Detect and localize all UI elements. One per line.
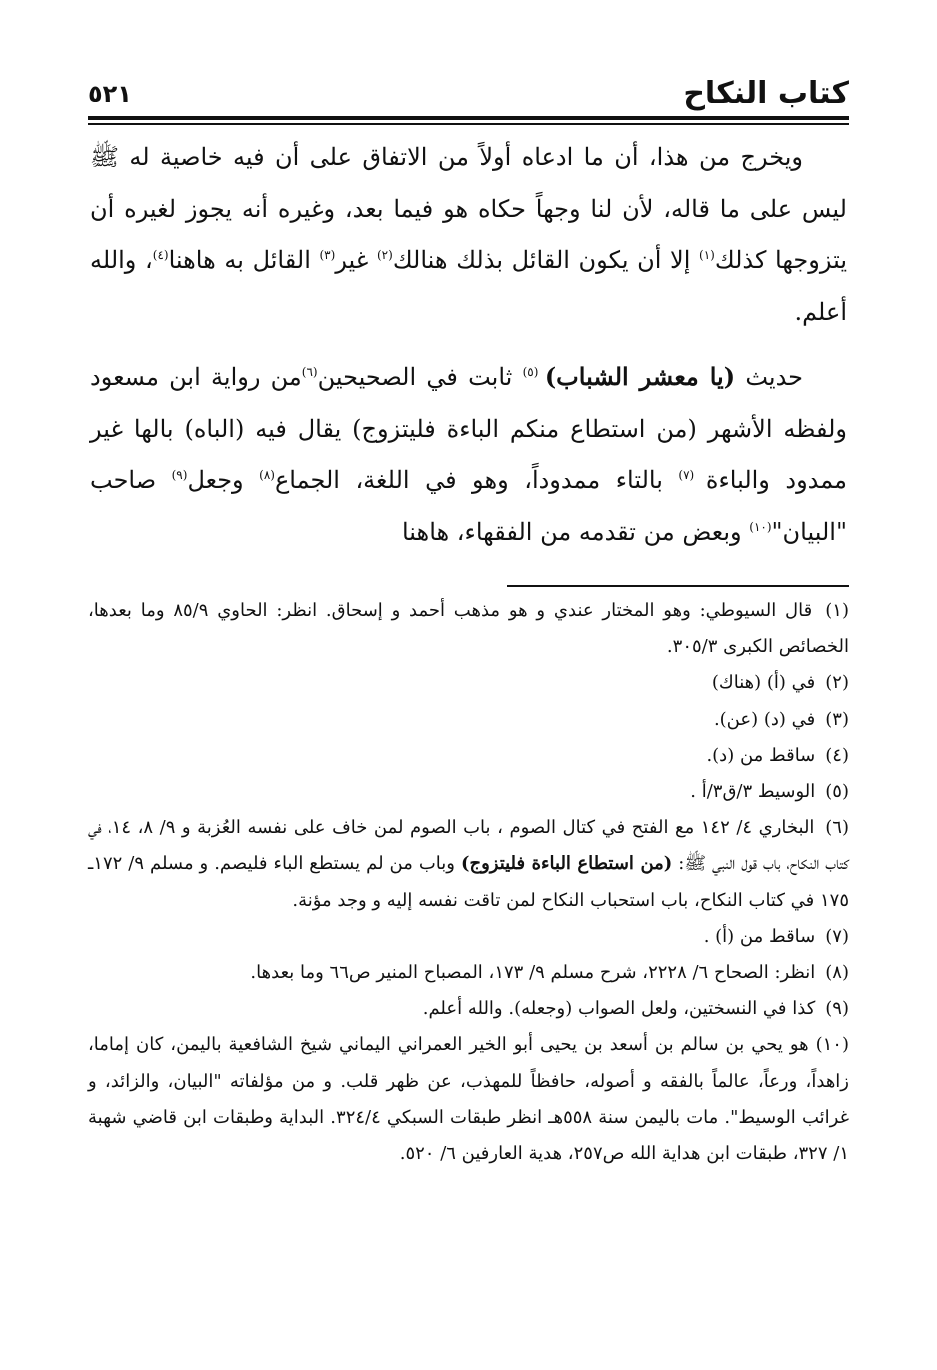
footnote-number: (٣) (825, 708, 849, 730)
running-title: كتاب النكاح (683, 76, 849, 111)
footnote-text: في (د) (عن). (713, 708, 816, 730)
footnote-text-tail: وباب من لم يستطع الباء فليصم. و مسلم ٩/ ١٧٢ـ ١٧٥ في كتاب النكاح، باب استحباب النكاح لمن تاقت نفسه إليه و وجد مؤنة. (88, 853, 849, 911)
footnote-ref-5[interactable]: (٥) (522, 365, 545, 379)
paragraph-2 (90, 351, 847, 558)
footnote-number: (٥) (825, 781, 849, 803)
hadith-title: (يا معشر الشباب) (544, 362, 736, 391)
footnote-number: (٩) (825, 998, 849, 1020)
footnote-2 (88, 665, 849, 701)
footnote-number: (٤) (825, 744, 849, 766)
paragraph-2-text-3: من رواية ابن مسعود ولفظه الأشهر (من استطاع منكم الباءة فليتزوج) يقال فيه (الباه) بالها غير ممدود والباءة (90, 363, 848, 494)
footnote-ref-7[interactable]: (٧) (678, 468, 706, 482)
footnote-text: ساقط من (أ) . (703, 925, 816, 947)
footnote-8 (88, 955, 849, 991)
paragraph-2-text-6: صاحب "البيان" (90, 466, 847, 546)
footnote-separator (507, 585, 849, 587)
footnote-text: قال السيوطي: وهو المختار عندي و هو مذهب أحمد و إسحاق. انظر: الحاوي ٨٥/٩ وما بعدها، الخصائص الكبرى ٣٠٥/٣. (88, 600, 849, 658)
footnote-text: انظر: الصحاح ٦/ ٢٢٢٨، شرح مسلم ٩/ ١٧٣، المصباح المنير ص٦٦ وما بعدها. (250, 962, 816, 984)
footnotes (88, 593, 849, 1172)
paragraph-2-tail: وبعض من تقدمه من الفقهاء، هاهنا (401, 517, 750, 546)
footnote-ref-4[interactable]: (٤) (152, 248, 169, 262)
footnote-text: ساقط من (د). (706, 744, 816, 766)
footnote-3 (88, 702, 849, 738)
paragraph-1-lead: ويخرج من هذا، أن ما ادعاه أولاً من الاتفاق على أن فيه خاصية له ﷺ ليس على ما قاله، لأن لنا وجهاً حكاه هو فيما بعد، وغيره أنه يجوز لغيره أن يتزوجها كذلك (90, 143, 848, 274)
header-rule-thick (88, 116, 849, 120)
footnote-4 (88, 738, 849, 774)
footnote-ref-8[interactable]: (٨) (259, 468, 275, 482)
footnote-ref-9[interactable]: (٩) (171, 468, 188, 482)
footnote-5 (88, 774, 849, 810)
paragraph-1-text-2: إلا أن يكون القائل بذلك هنالك (392, 246, 700, 274)
paragraph-1-text-3: غير (335, 246, 377, 274)
footnote-number: (١٠) (815, 1034, 849, 1056)
footnote-number: (٧) (825, 925, 849, 947)
footnote-1 (88, 593, 849, 665)
footnote-number: (٨) (825, 962, 849, 984)
footnote-ref-3[interactable]: (٣) (319, 248, 336, 262)
paragraph-2-text-5: وجعل (187, 466, 260, 494)
footnote-text: الوسيط ٣/ق٣/أ . (690, 781, 816, 803)
paragraph-1 (90, 132, 847, 338)
footnote-text-lead: البخاري ٤/ ١٤٢ مع الفتح في كتال الصوم ، باب الصوم لمن خاف على نفسه العُزبة و ٩/ ٨، ١٤، في كتاب النكاح، باب قول النبي ﷺ: (88, 817, 849, 875)
footnote-number: (١) (825, 600, 849, 621)
footnote-ref-2[interactable]: (٢) (376, 248, 393, 262)
footnote-9 (88, 991, 849, 1027)
footnote-text: كذا في النسختين، ولعل الصواب (وجعله). والله أعلم. (422, 998, 816, 1020)
footnote-text: هو يحي بن سالم بن أسعد بن يحيى أبو الخير العمراني اليماني شيخ الشافعية باليمن، كان إماما، زاهداً، ورعاً، عالماً بالفقه و أصوله، حافظاً للمهذب، عن ظهر قلب. و من مؤلفاته "البيان، والزائد، و غرائب الوسيط". مات باليمن سنة ٥٥٨هـ انظر طبقات السبكي ٣٢٤/٤. البداية وطبقات ابن قاضي شهبة ١/ ٣٢٧، طبقات ابن هداية الله ص٢٥٧، هدية العارفين ٦/ ٥٢٠. (88, 1034, 849, 1165)
footnote-number: (٢) (825, 672, 849, 694)
footnote-ref-1[interactable]: (١) (699, 248, 715, 262)
page-header (88, 68, 849, 116)
footnote-ref-10[interactable]: (١٠) (749, 519, 772, 534)
footnote-number: (٦) (825, 817, 849, 839)
paragraph-2-lead: حديث (735, 363, 804, 391)
paragraph-2-text-2: ثابت في الصحيحين (317, 363, 523, 391)
footnote-7 (88, 919, 849, 955)
header-rule-thin (88, 123, 849, 125)
main-text (90, 132, 847, 558)
footnote-ref-6[interactable]: (٦) (301, 365, 318, 379)
footnote-text: في (أ) (هناك) (711, 672, 816, 694)
paragraph-1-tail: ، والله أعلم. (90, 246, 847, 326)
footnote-6 (88, 810, 849, 919)
paragraph-2-text-4: بالتاء ممدوداً، وهو في اللغة، الجماع (274, 466, 679, 494)
paragraph-1-text-4: القائل به هاهنا (168, 246, 320, 274)
page-number: ٥٢١ (88, 80, 132, 108)
footnote-quoted-hadith: (من استطاع الباءة فليتزوج) (460, 853, 673, 875)
footnote-10 (88, 1027, 849, 1172)
